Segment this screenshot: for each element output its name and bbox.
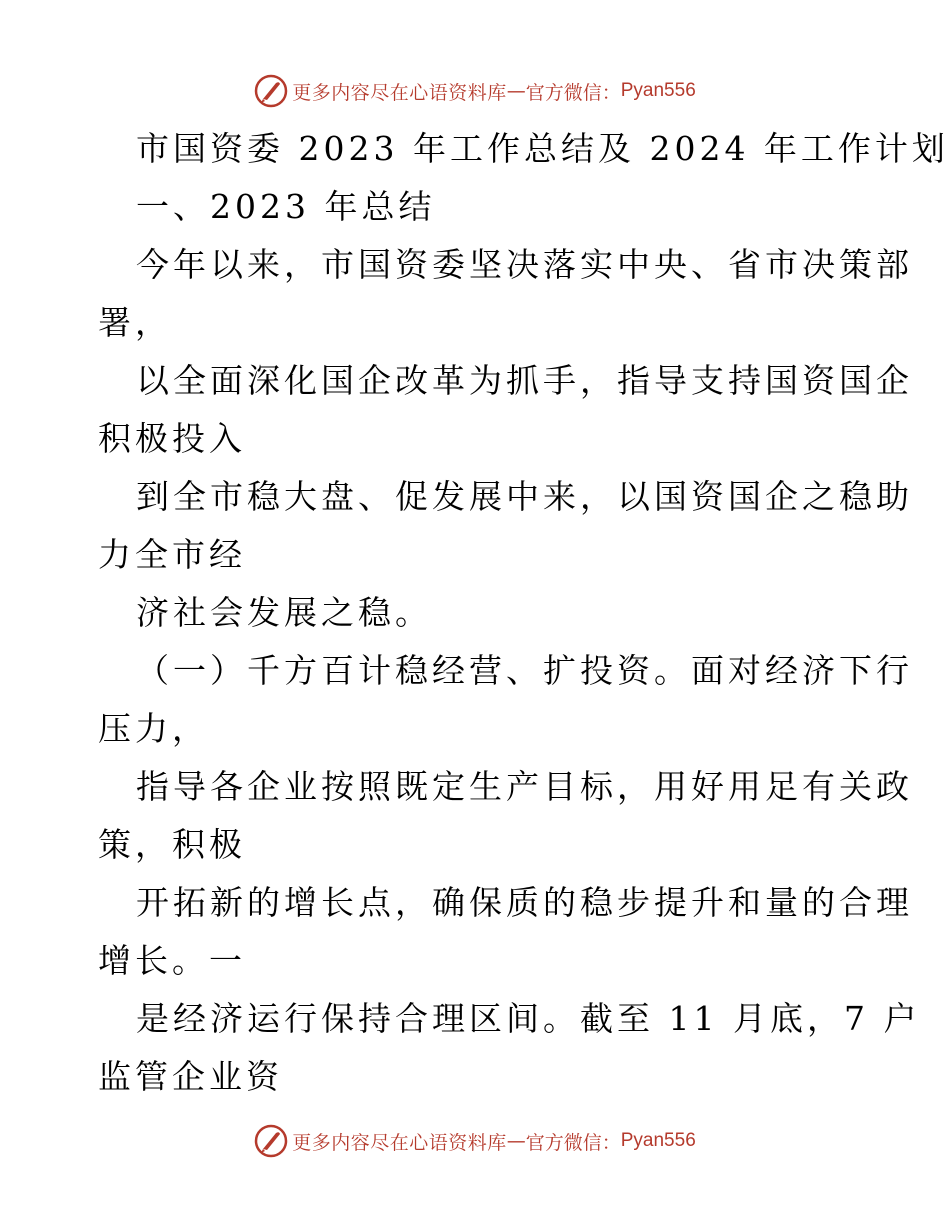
- paragraph-line: 署，: [98, 303, 172, 342]
- quill-pen-logo-icon: [254, 1124, 288, 1158]
- paragraph-line: 济社会发展之稳。: [136, 593, 432, 632]
- banner-wechat-id: Pyan556: [620, 80, 696, 101]
- banner-separator: —: [506, 80, 526, 102]
- paragraph-line: 以全面深化国企改革为抓手，指导支持国资国企: [136, 361, 913, 400]
- paragraph-line: 积极投入: [98, 419, 246, 458]
- banner-text: 更多内容尽在心语资料库: [292, 1131, 507, 1154]
- quill-pen-logo-icon: [254, 74, 288, 108]
- document-body: [98, 120, 949, 1106]
- subsection-heading: （一）千方百计稳经营、扩投资。面对经济下行: [136, 651, 913, 690]
- paragraph-line: 是经济运行保持合理区间。截至 11 月底，7 户: [136, 999, 921, 1038]
- paragraph-line: 压力，: [98, 709, 209, 748]
- paragraph-line: 到全市稳大盘、促发展中来，以国资国企之稳助: [136, 477, 913, 516]
- paragraph-line: 指导各企业按照既定生产目标，用好用足有关政: [136, 767, 913, 806]
- banner-wechat-label: 官方微信：: [525, 1131, 621, 1154]
- paragraph-line: 监管企业资: [98, 1057, 283, 1096]
- paragraph-line: 策，积极: [98, 825, 246, 864]
- section-heading: 一、2023 年总结: [136, 187, 436, 226]
- paragraph-line: 增长。一: [98, 941, 246, 980]
- header-banner: [0, 71, 950, 111]
- banner-separator: —: [506, 1130, 526, 1152]
- paragraph-line: 今年以来，市国资委坚决落实中央、省市决策部: [136, 245, 913, 284]
- paragraph-line: 开拓新的增长点，确保质的稳步提升和量的合理: [136, 883, 913, 922]
- banner-wechat-label: 官方微信：: [525, 81, 621, 104]
- paragraph-line: 力全市经: [98, 535, 246, 574]
- document-title: 市国资委 2023 年工作总结及 2024 年工作计划: [136, 129, 949, 168]
- footer-banner: [0, 1121, 950, 1161]
- banner-text: 更多内容尽在心语资料库: [292, 81, 507, 104]
- banner-wechat-id: Pyan556: [620, 1130, 696, 1151]
